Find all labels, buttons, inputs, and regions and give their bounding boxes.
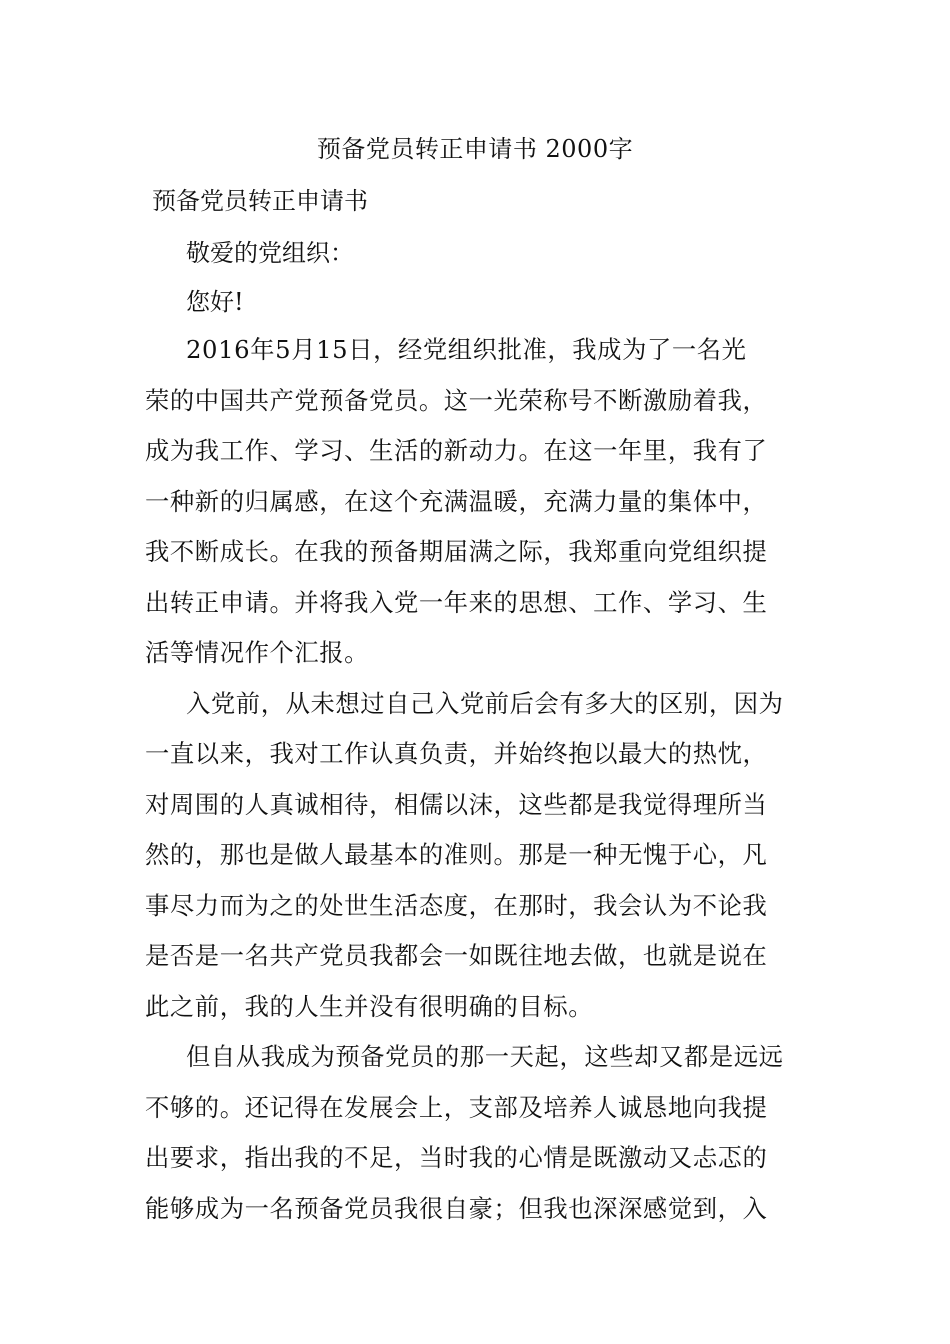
paragraph-1-line-1: 2016年5月15日，经党组织批准，我成为了一名光 xyxy=(186,335,747,364)
document-title: 预备党员转正申请书 2000字 xyxy=(316,135,634,163)
greeting: 您好! xyxy=(186,288,244,316)
paragraph-2-line-5: 事尽力而为之的处世生活态度，在那时，我会认为不论我 xyxy=(145,890,768,920)
paragraph-1-line-3: 成为我工作、学习、生活的新动力。在这一年里，我有了 xyxy=(145,436,768,465)
paragraph-1-line-7: 活等情况作个汇报。 xyxy=(145,638,370,667)
document-subtitle: 预备党员转正申请书 xyxy=(152,187,368,215)
paragraph-3-line-1: 但自从我成为预备党员的那一天起，这些却又都是远远 xyxy=(186,1042,784,1071)
paragraph-3-line-4: 能够成为一名预备党员我很自豪；但我也深深感觉到，入 xyxy=(145,1193,768,1223)
paragraph-2-line-2: 一直以来，我对工作认真负责，并始终抱以最大的热忱， xyxy=(145,739,768,768)
paragraph-1-line-5: 我不断成长。在我的预备期届满之际，我郑重向党组织提 xyxy=(145,537,768,566)
paragraph-3-line-3: 出要求，指出我的不足，当时我的心情是既激动又忐忑的 xyxy=(145,1143,768,1172)
paragraph-2-line-7: 此之前，我的人生并没有很明确的目标。 xyxy=(145,991,594,1021)
paragraph-1-line-4: 一种新的归属感，在这个充满温暖，充满力量的集体中， xyxy=(145,486,768,516)
document-body xyxy=(145,333,807,1242)
paragraph-2-line-1: 入党前，从未想过自己入党前后会有多大的区别，因为 xyxy=(186,688,784,718)
paragraph-1-line-6: 出转正申请。并将我入党一年来的思想、工作、学习、生 xyxy=(145,587,768,617)
paragraph-2-line-6: 是否是一名共产党员我都会一如既往地去做，也就是说在 xyxy=(145,941,768,970)
paragraph-2-line-3: 对周围的人真诚相待，相儒以沫，这些都是我觉得理所当 xyxy=(145,789,768,819)
paragraph-1-line-2: 荣的中国共产党预备党员。这一光荣称号不断激励着我， xyxy=(145,385,768,415)
paragraph-2-line-4: 然的，那也是做人最基本的准则。那是一种无愧于心，凡 xyxy=(145,840,768,869)
salutation: 敬爱的党组织： xyxy=(186,239,354,267)
paragraph-3-line-2: 不够的。还记得在发展会上，支部及培养人诚恳地向我提 xyxy=(145,1092,768,1122)
